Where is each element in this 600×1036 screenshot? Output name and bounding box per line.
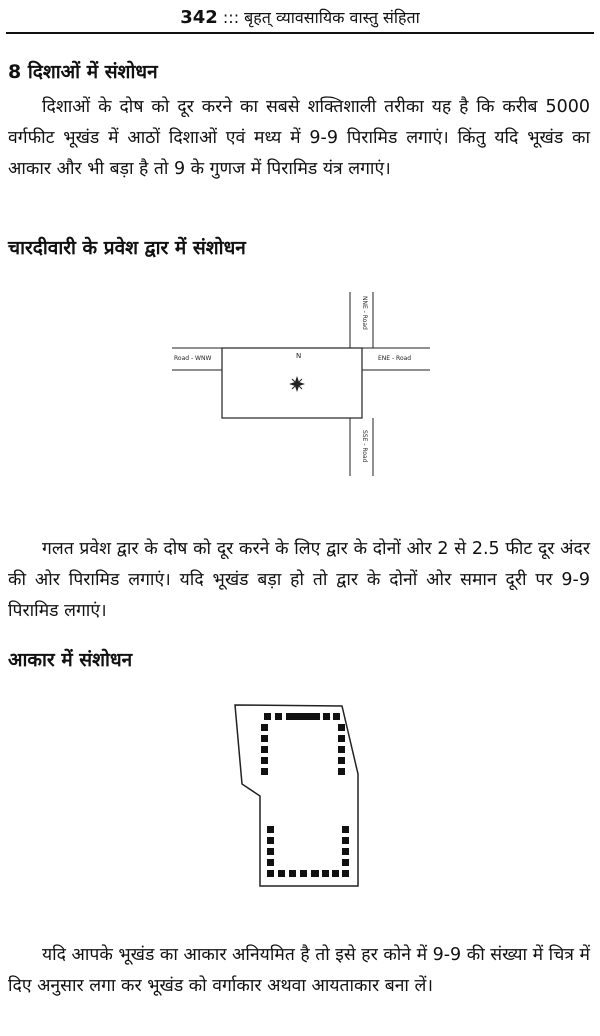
pyramid-marker bbox=[342, 837, 349, 844]
pyramid-marker bbox=[342, 848, 349, 855]
pyramid-marker bbox=[261, 757, 268, 764]
boundary-gate-diagram bbox=[170, 290, 440, 480]
pyramid-marker bbox=[267, 848, 274, 855]
road-nne-label: NNE - Road bbox=[361, 296, 368, 330]
header-rule bbox=[6, 32, 594, 34]
pyramid-marker bbox=[338, 757, 345, 764]
pyramid-marker bbox=[267, 837, 274, 844]
section-heading-shape: आकार में संशोधन bbox=[8, 649, 133, 671]
paragraph-directions: दिशाओं के दोष को दूर करने का सबसे शक्तिशाली तरीका यह है कि करीब 5000 वर्गफीट भूखंड में आठों दिशाओं एवं मध्य में 9-9 पिरामिड लगाएं। किंतु यदि भूखंड का आकार और भी बड़ा है तो 9 के गुणज में पिरामिड यंत्र लगाएं। bbox=[8, 97, 590, 179]
pyramid-marker bbox=[278, 870, 285, 877]
pyramid-marker bbox=[313, 713, 320, 720]
pyramid-marker bbox=[303, 713, 310, 720]
pyramid-marker bbox=[289, 870, 296, 877]
pyramid-marker bbox=[275, 713, 282, 720]
paragraph-shape: यदि आपके भूखंड का आकार अनियमित है तो इसे हर कोने में 9-9 की संख्या में चित्र में दिए अनुसार लगा कर भूखंड को वर्गाकार अथवा आयताकार बना लें। bbox=[8, 945, 590, 996]
irregular-plot-diagram bbox=[230, 700, 370, 890]
pyramid-marker bbox=[333, 713, 340, 720]
pyramid-marker bbox=[286, 713, 293, 720]
paragraph-boundary-gate: गलत प्रवेश द्वार के दोष को दूर करने के लिए द्वार के दोनों ओर 2 से 2.5 फीट दूर अंदर की ओर पिरामिड लगाएं। यदि भूखंड बड़ा हो तो द्वार के दोनों ओर समान दूरी पर 9-9 पिरामिड लगाएं। bbox=[8, 539, 590, 621]
page-header bbox=[0, 6, 600, 30]
pyramid-marker bbox=[338, 768, 345, 775]
pyramid-marker bbox=[323, 713, 330, 720]
pyramid-marker bbox=[322, 870, 329, 877]
section-heading-directions: 8 दिशाओं में संशोधन bbox=[8, 61, 158, 83]
pyramid-marker bbox=[261, 768, 268, 775]
pyramid-marker bbox=[342, 870, 349, 877]
road-ene-label: ENE - Road bbox=[378, 355, 412, 362]
pyramid-marker bbox=[342, 859, 349, 866]
section-heading-boundary-gate: चारदीवारी के प्रवेश द्वार में संशोधन bbox=[8, 237, 246, 259]
page-number: 342 bbox=[180, 7, 218, 28]
pyramid-marker bbox=[338, 746, 345, 753]
road-sse-label: SSE - Road bbox=[361, 430, 368, 463]
pyramid-marker bbox=[332, 870, 339, 877]
pyramid-marker bbox=[293, 713, 300, 720]
header-separator: ::: bbox=[222, 8, 240, 27]
pyramid-marker bbox=[342, 826, 349, 833]
north-label: N bbox=[296, 352, 302, 360]
pyramid-marker bbox=[312, 870, 319, 877]
pyramid-marker bbox=[338, 735, 345, 742]
book-title: बृहत् व्यावसायिक वास्तु संहिता bbox=[244, 8, 420, 27]
pyramid-marker bbox=[267, 859, 274, 866]
compass-icon bbox=[289, 376, 305, 392]
pyramid-marker bbox=[261, 735, 268, 742]
pyramid-marker bbox=[338, 724, 345, 731]
pyramid-marker bbox=[267, 826, 274, 833]
pyramid-marker bbox=[300, 870, 307, 877]
pyramid-marker bbox=[261, 746, 268, 753]
road-wnw-label: Road - WNW bbox=[174, 355, 212, 362]
pyramid-marker bbox=[264, 713, 271, 720]
pyramid-marker bbox=[261, 724, 268, 731]
pyramid-marker bbox=[267, 870, 274, 877]
